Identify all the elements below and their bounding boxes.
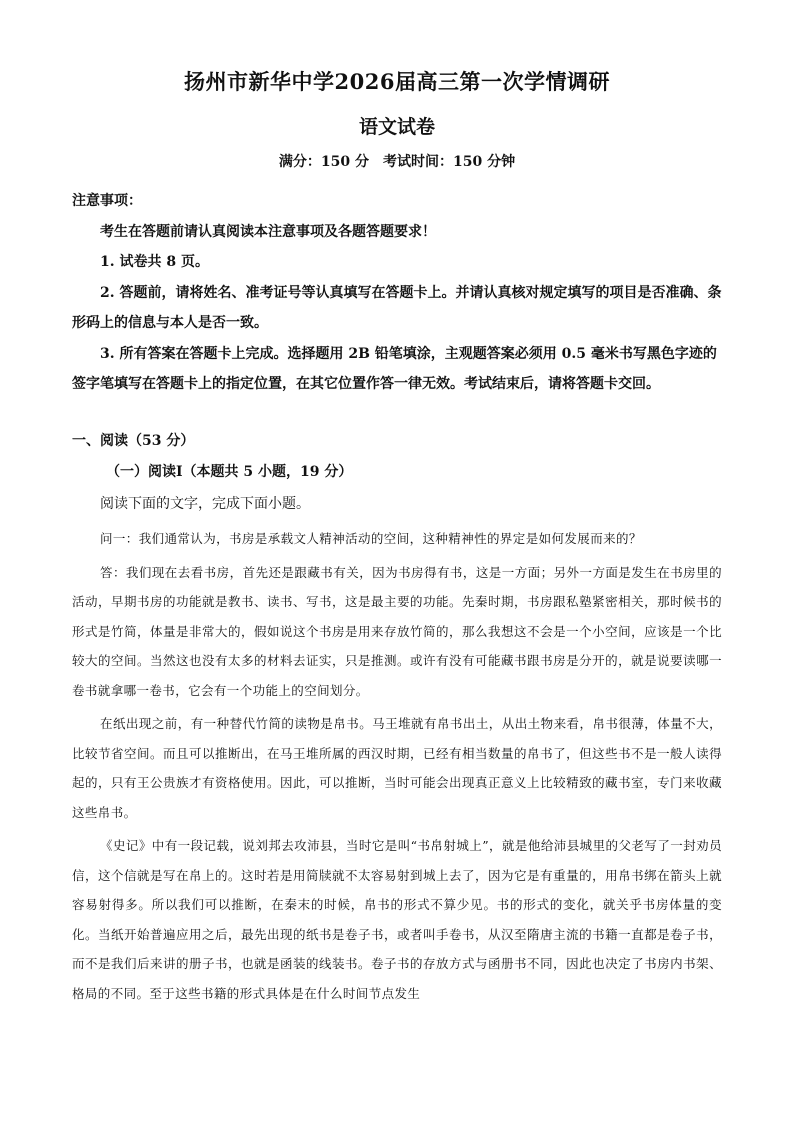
passage-paragraph: 在纸出现之前，有一种替代竹简的读物是帛书。马王堆就有帛书出土，从出土物来看，帛书很薄，体量不大，比较节省空间。而且可以推断出，在马王堆所属的西汉时期，已经有相当数量的帛书了，但这些书不是一般人读得起的，只有王公贵族才有资格使用。因此，可以推断，当时可能会出现真正意义上比较精致的藏书室，专门来收藏这些帛书。 [72,716,722,820]
passage-paragraph: 问一：我们通常认为，书房是承载文人精神活动的空间，这种精神性的界定是如何发展而来的？ [100,531,642,546]
passage-paragraph: 《史记》中有一段记载，说刘邦去攻沛县，当时它是叫“书帛射城上”，就是他给沛县城里的父老写了一封劝员信，这个信就是写在帛上的。这时若是用简牍就不太容易射到城上去了，因为它是有重量的，用帛书绑在箭头上就容易射得多。所以我们可以推断，在秦末的时候，帛书的形式不算少见。书的形式的变化，就关乎书房体量的变化。当纸开始普遍应用之后，最先出现的纸书是卷子书，或者叫手卷书，从汉至隋唐主流的书籍一直都是卷子书，而不是我们后来讲的册子书，也就是函装的线装书。卷子书的存放方式与函册书不同，因此也决定了书房内书架、格局的不同。至于这些书籍的形式具体是在什么时间节点发生 [72,838,722,1001]
notes-lead: 考生在答题前请认真阅读本注意事项及各题答题要求！ [100,223,436,240]
exam-subtitle: 语文试卷 [358,116,435,138]
reading-passage [72,524,722,1012]
notes-item: 1. 试卷共 8 页。 [100,254,209,270]
notes-item: 3. 所有答案在答题卡上完成。选择题用 2B 铅笔填涂，主观题答案必须用 0.5 毫米书写黑色字迹的签字笔填写在答题卡上的指定位置，在其它位置作答一律无效。考试结束后，请将答题卡交回。 [72,345,717,392]
notes-item: 2. 答题前，请将姓名、准考证号等认真填写在答题卡上。并请认真核对规定填写的项目是否准确、条形码上的信息与本人是否一致。 [72,284,722,331]
subsection-heading: （一）阅读Ⅰ（本题共 5 小题，19 分） [106,464,353,480]
notes-block [72,186,722,400]
exam-meta: 满分：150 分 考试时间：150 分钟 [278,154,516,170]
reading-instruction: 阅读下面的文字，完成下面小题。 [100,496,310,512]
passage-paragraph: 答：我们现在去看书房，首先还是跟藏书有关，因为书房得有书，这是一方面；另外一方面是发生在书房里的活动，早期书房的功能就是教书、读书、写书，这是最主要的功能。先秦时期，书房跟私塾紧密相关，那时候书的形式是竹简，体量是非常大的，假如说这个书房是用来存放竹简的，那么我想这不会是一个小空间，应该是一个比较大的空间。当然这也没有太多的材料去证实，只是推测。或许有没有可能藏书跟书房是分开的，就是说要读哪一卷书就拿哪一卷书，它会有一个功能上的空间划分。 [72,564,722,698]
exam-title: 扬州市新华中学2026届高三第一次学情调研 [184,69,610,94]
notes-heading: 注意事项： [72,193,142,209]
section-heading: 一、阅读（53 分） [72,433,195,449]
